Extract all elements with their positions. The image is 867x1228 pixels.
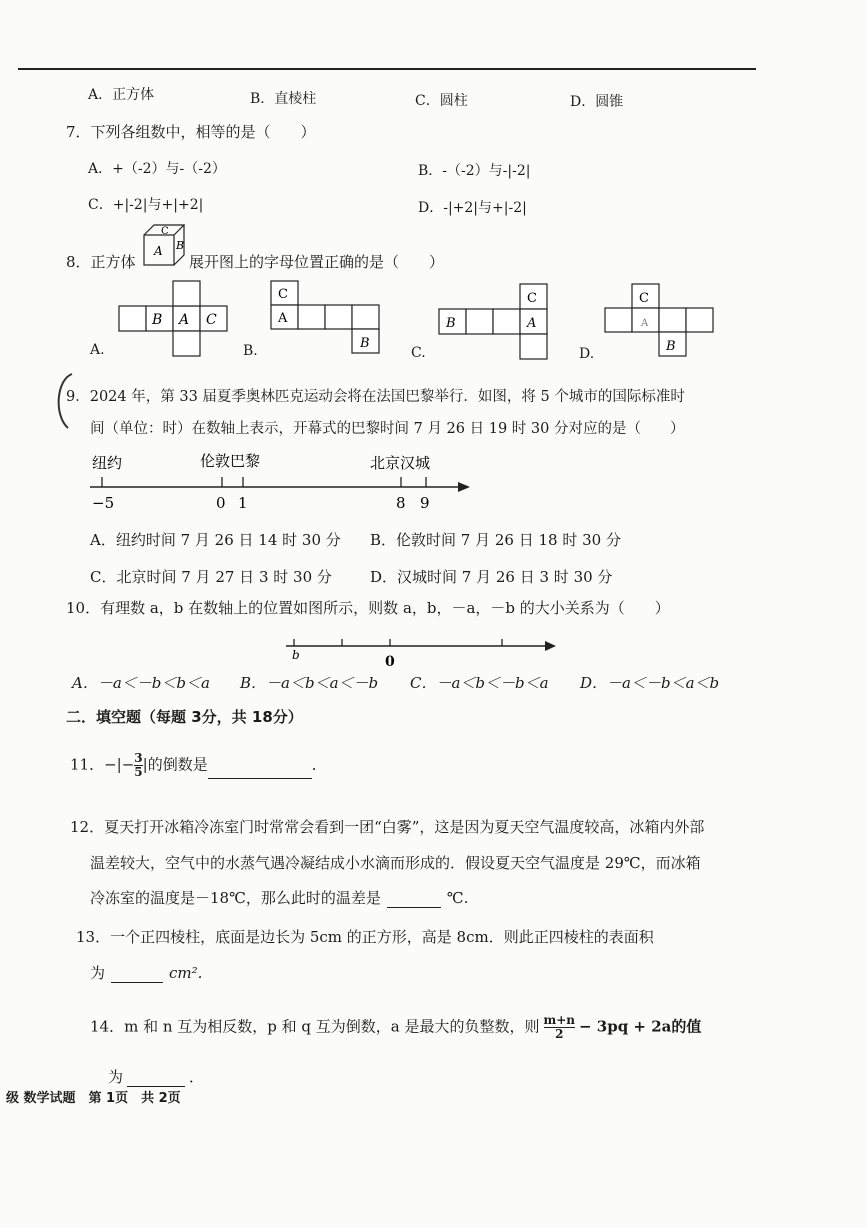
q13-line-2-prefix: 为 bbox=[90, 964, 106, 982]
q14-frac-den: 2 bbox=[544, 1027, 575, 1041]
q9-number-line bbox=[88, 450, 480, 516]
q8-option-d-label: D. bbox=[579, 346, 595, 362]
cube-letter-front: A bbox=[154, 244, 163, 258]
q14-frac-num: m+n bbox=[543, 1013, 575, 1027]
q14-fraction bbox=[544, 1014, 575, 1041]
q14-line-1-prefix: 14．m 和 n 互为相反数，p 和 q 互为倒数，a 是最大的负整数，则 bbox=[90, 1017, 540, 1036]
net-b-letter-2: A bbox=[278, 311, 288, 326]
net-c-letter-3: A bbox=[527, 316, 537, 331]
axis-label-newyork: 纽约 bbox=[92, 454, 123, 472]
axis-tick-0: 0 bbox=[216, 494, 226, 512]
q14-line-2-suffix: ． bbox=[189, 1068, 205, 1086]
q11-frac-den: 5 bbox=[134, 765, 143, 779]
cube-letter-top: C bbox=[161, 226, 169, 237]
q13-answer-blank[interactable] bbox=[111, 982, 163, 983]
q7-option-c: C．+|-2|与+|+2| bbox=[88, 197, 204, 213]
q14-line-2-prefix: 为 bbox=[108, 1068, 124, 1086]
net-d-letter-1: C bbox=[639, 291, 649, 306]
axis-label-b: b bbox=[292, 648, 300, 662]
q11-answer-blank[interactable] bbox=[208, 778, 312, 779]
q12-line-2: 温差较大，空气中的水蒸气遇冷凝结成小水滴而形成的．假设夏天空气温度是 29℃，而冰箱 bbox=[90, 854, 701, 872]
q9-option-c: C．北京时间 7 月 27 日 3 时 30 分 bbox=[90, 568, 332, 586]
axis-tick-8: 8 bbox=[396, 494, 406, 512]
q7-option-b: B．-（-2）与-|-2| bbox=[418, 163, 531, 179]
page-footer: 级 数学试题 第 1页 共 2页 bbox=[6, 1091, 181, 1106]
q6-option-b: B．直棱柱 bbox=[250, 91, 317, 107]
q11-end: ． bbox=[311, 755, 327, 774]
q6-option-d: D．圆锥 bbox=[570, 94, 624, 110]
axis-tick-1: 1 bbox=[238, 494, 248, 512]
axis-tick-neg5: −5 bbox=[92, 494, 115, 512]
q6-option-a: A．正方体 bbox=[88, 87, 155, 103]
net-d-letter-3: B bbox=[666, 339, 676, 354]
q11-frac-num: 3 bbox=[134, 751, 143, 765]
q11-fraction bbox=[134, 752, 142, 779]
net-c bbox=[438, 283, 552, 361]
q12-line-3 bbox=[90, 887, 468, 908]
net-a-letter-3: C bbox=[206, 312, 217, 328]
q10-option-a: A．－a＜－b＜b＜a bbox=[72, 674, 210, 692]
net-d-letter-2: A bbox=[641, 318, 649, 329]
net-a bbox=[118, 280, 234, 358]
q11-line bbox=[70, 752, 327, 779]
q12-line-3-prefix: 冷冻室的温度是－18℃，那么此时的温差是 bbox=[90, 889, 381, 907]
q13-line-2 bbox=[90, 962, 202, 983]
q11-suffix: |的倒数是 bbox=[142, 755, 208, 774]
net-b bbox=[270, 280, 386, 358]
q10-option-c: C．－a＜b＜－b＜a bbox=[410, 674, 549, 692]
q10-option-b: B．－a＜b＜a＜－b bbox=[240, 674, 379, 692]
q6-option-c: C．圆柱 bbox=[415, 93, 468, 109]
q8-option-b-label: B. bbox=[243, 343, 258, 359]
section-2-heading: 二．填空题（每题 3分，共 18分） bbox=[66, 708, 303, 726]
q12-answer-blank[interactable] bbox=[387, 907, 441, 908]
q9-line-2: 间（单位：时）在数轴上表示，开幕式的巴黎时间 7 月 26 日 19 时 30 分对应的是（ ） bbox=[90, 421, 685, 437]
axis-tick-9: 9 bbox=[420, 494, 430, 512]
q12-line-3-suffix: ℃. bbox=[446, 889, 469, 907]
net-c-letter-2: C bbox=[527, 291, 537, 306]
q10-option-d: D．－a＜－b＜a＜b bbox=[580, 674, 720, 692]
q10-stem: 10．有理数 a，b 在数轴上的位置如图所示，则数 a，b，－a，－b 的大小关系为（ ） bbox=[66, 599, 670, 617]
axis-label-zero: 0 bbox=[385, 654, 395, 670]
net-d bbox=[604, 283, 716, 361]
q7-option-a: A．+（-2）与-（-2） bbox=[88, 161, 226, 177]
q12-line-1: 12．夏天打开冰箱冷冻室门时常常会看到一团“白雾”，这是因为夏天空气温度较高，冰箱内外部 bbox=[70, 818, 705, 836]
net-a-letter-2: A bbox=[179, 312, 190, 328]
q13-line-2-suffix: cm². bbox=[169, 964, 203, 982]
q9-option-b: B．伦敦时间 7 月 26 日 18 时 30 分 bbox=[370, 531, 621, 549]
q14-line-2 bbox=[108, 1066, 204, 1087]
q9-option-a: A．纽约时间 7 月 26 日 14 时 30 分 bbox=[90, 531, 341, 549]
q8-stem-prefix: 8．正方体 bbox=[66, 253, 136, 271]
axis-label-beijing-seoul: 北京汉城 bbox=[370, 454, 431, 472]
q9-line-1: 9．2024 年，第 33 届夏季奥林匹克运动会将在法国巴黎举行．如图，将 5 个城市的国际标准时 bbox=[66, 389, 685, 405]
axis-label-london-paris: 伦敦巴黎 bbox=[200, 452, 261, 470]
q9-option-d: D．汉城时间 7 月 26 日 3 时 30 分 bbox=[370, 568, 613, 586]
net-b-letter-1: C bbox=[278, 287, 288, 302]
q7-stem: 7．下列各组数中，相等的是（ ） bbox=[66, 123, 316, 141]
q14-line-1 bbox=[90, 1014, 701, 1041]
q8-option-c-label: C. bbox=[411, 345, 426, 361]
q8-option-a-label: A. bbox=[90, 342, 105, 358]
q10-number-line bbox=[282, 630, 564, 670]
net-c-letter-1: B bbox=[446, 316, 456, 331]
net-b-letter-3: B bbox=[360, 336, 370, 351]
q13-line-1: 13．一个正四棱柱，底面是边长为 5cm 的正方形，高是 8cm．则此正四棱柱的表面积 bbox=[76, 928, 654, 946]
cube-figure bbox=[140, 222, 188, 268]
q11-prefix: 11．−|− bbox=[70, 755, 135, 774]
q8-stem-suffix: 展开图上的字母位置正确的是（ ） bbox=[189, 253, 445, 271]
net-a-letter-1: B bbox=[152, 312, 163, 328]
q14-line-1-suffix: − 3pq + 2a的值 bbox=[578, 1017, 702, 1036]
top-rule bbox=[18, 68, 756, 70]
cube-letter-side: B bbox=[176, 239, 185, 252]
q7-option-d: D．-|+2|与+|-2| bbox=[418, 200, 527, 216]
